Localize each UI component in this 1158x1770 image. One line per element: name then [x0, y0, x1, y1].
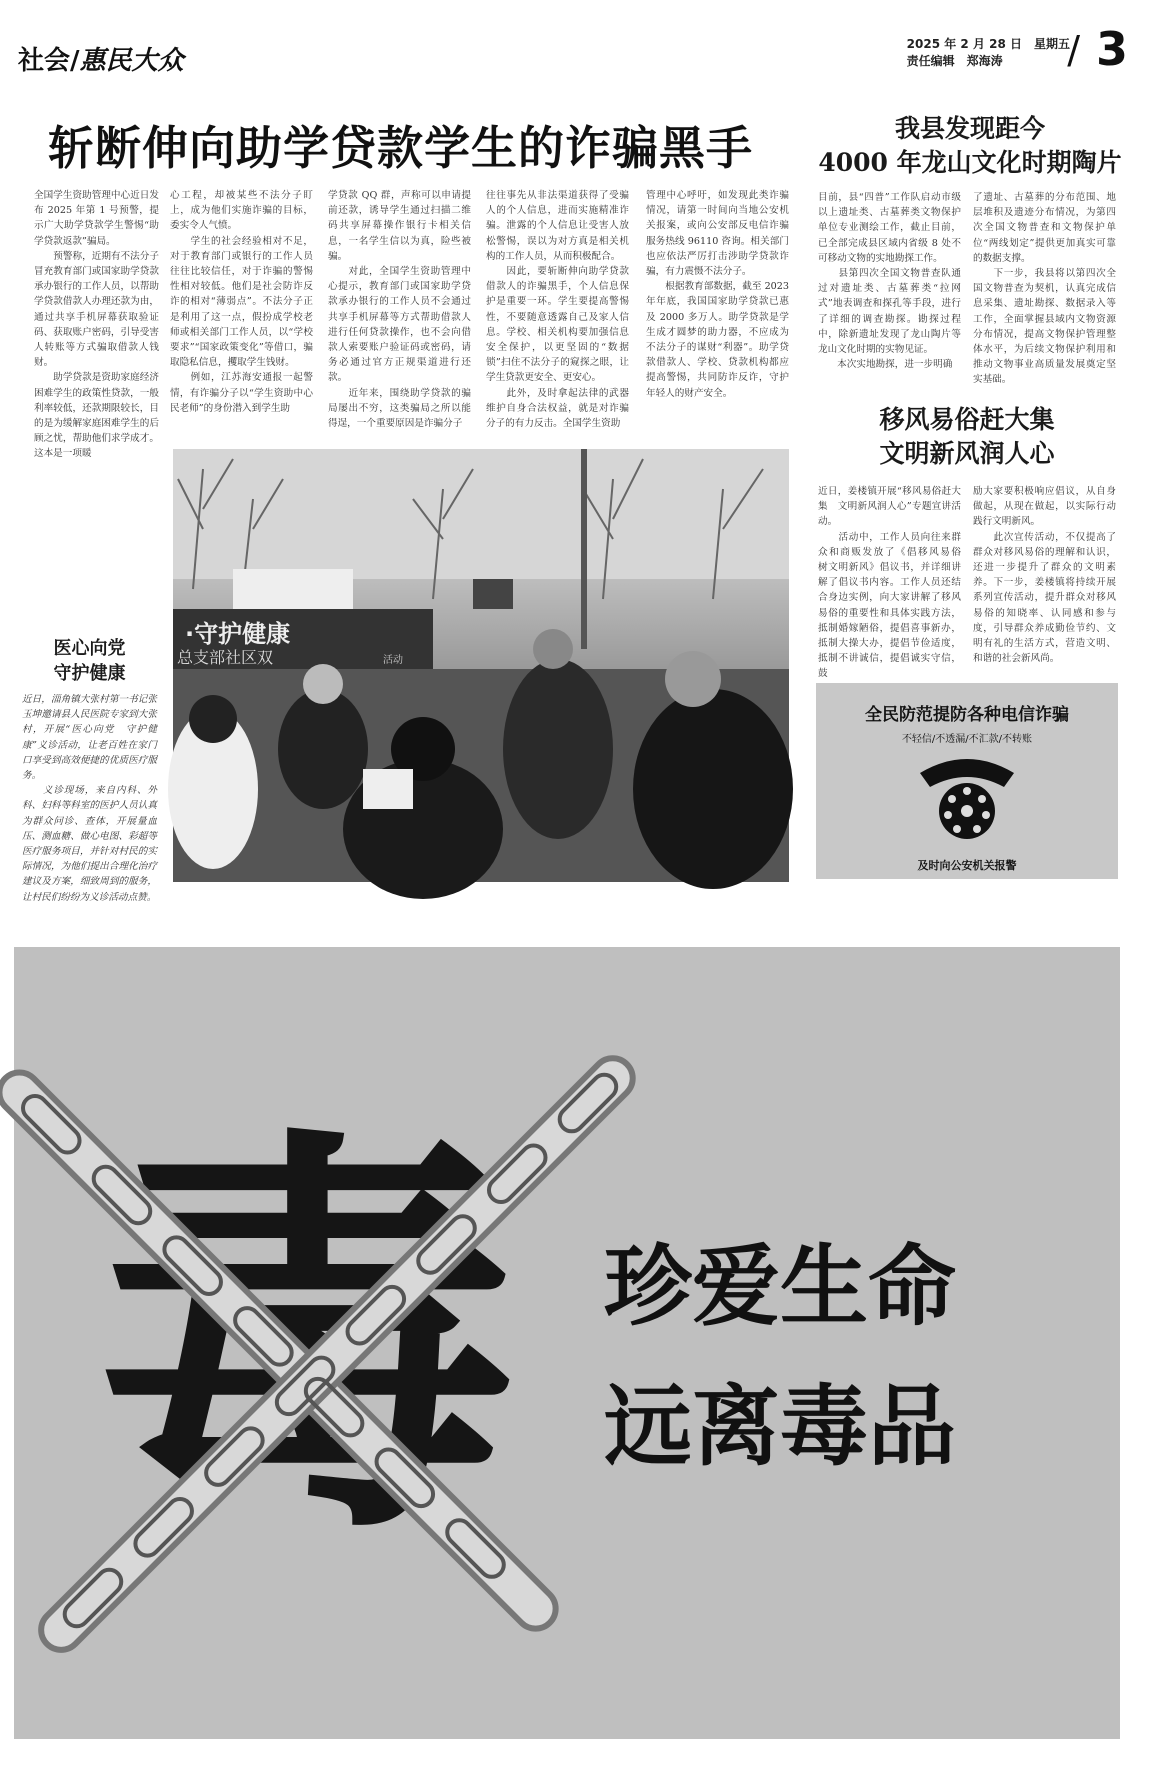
customs-col-2: 励大家要积极响应倡议，从自身做起，从现在做起，以实际行动践行文明新风。 此次宣传活动，不仅提高了群众对移风易俗的理解和认识，还进一步提升了群众的文明素养。下一步，姜楼镇将持续开展系列宣传活动，提升群众对移风易俗的知晓率、认同感和参与度，引导群众养成勤俭节约、文明有礼的生活方式，营造文明、和谐的社会新风尚。 — [973, 486, 1116, 665]
health-title-line2: 守护健康 — [53, 663, 126, 684]
pottery-title — [810, 112, 1130, 180]
fraud-warning-ad — [816, 683, 1118, 879]
drug-glyph-graphic: 毒 — [98, 1097, 518, 1586]
pottery-col-2: 了遗址、古墓葬的分布范围、地层堆积及遗迹分布情况，为第四次全国文物普查和文物保护单位“两线划定”提供更加真实可靠的数据支撑。 下一步，我县将以第四次全国文物普查为契机，认真完成信息采集、遗址勘探、数据录入等工作，全面掌握县域内文物资源分布情况，提高文物保护管理整体水平，为后续文物保护利用和推动文物事业高质量发展奠定坚实基础。 — [973, 192, 1116, 386]
telephone-icon — [912, 749, 1022, 857]
pottery-title-line1: 我县发现距今 — [894, 114, 1045, 143]
customs-title-line2: 文明新风润人心 — [879, 439, 1055, 468]
photo-banner-text: ·守护健康 — [185, 620, 291, 648]
customs-col-1: 近日，姜楼镇开展“移风易俗赶大集 文明新风润人心”专题宣讲活动。 活动中，工作人员向往来群众和商贩发放了《倡移风易俗 树文明新风》倡议书，并详细讲解了倡议书内容。工作人员还结合身边实例，向大家讲解了移风易俗的重要性和具体实践方法，抵制婚嫁陋俗，提倡喜事新办，抵制大操大办，提倡节俭适度，抵制不讲诚信，提倡诚实守信，鼓 — [818, 486, 961, 680]
photo-banner-text3: 活动 — [383, 655, 403, 666]
health-title — [22, 636, 157, 686]
customs-title — [816, 403, 1118, 471]
anti-drug-banner — [14, 947, 1120, 1739]
clinic-photo-graphic — [173, 449, 789, 882]
paper-name: 惠民大众 — [79, 46, 184, 76]
main-article-col-1: 全国学生资助管理中心近日发布 2025 年第 1 号预警，提示广大助学贷款学生警惕“助学贷款返款”骗局。 预警称，近期有不法分子冒充教育部门或国家助学贷款承办银行的工作人员，以帮助学贷款借款人办理还款为由，通过共享手机屏幕获取验证码、获取账户密码，引导受害人转账等方式骗取借款人钱财。 助学贷款是资助家庭经济困难学生的政策性贷款，一般利率较低，还款期限较长，目的是为缓解家庭困难学生的后顾之忧，帮助他们求学成才。这本是一项暖 — [34, 190, 159, 460]
page-number: 3 — [1095, 22, 1128, 76]
main-article-col-4: 往往事先从非法渠道获得了受骗人的个人信息，进而实施精准诈骗。泄露的个人信息让受害人放松警惕，误以为对方真是相关机构的工作人员，从而积极配合。 因此，要斩断伸向助学贷款借款人的诈骗黑手，个人信息保护是重要一环。学生要提高警惕性，不要随意透露自己及家人信息。学校、相关机构要加强信息安全保护，以更坚固的“数据锁”扫住不法分子的窥探之眼，让学生贷款更安全、更安心。 此外，及时拿起法律的武器维护自身合法权益，就是对诈骗分子的有力反击。全国学生资助 — [486, 190, 629, 430]
drug-slogan-line1: 珍爱生命 — [604, 1235, 957, 1338]
chain-cross-graphic — [14, 947, 1120, 1739]
health-body: 近日，淄角镇大张村第一书记张玉坤邀请县人民医院专家到大张村，开展“医心向党 守护健康”义诊活动，让老百姓在家门口享受到高效便捷的优质医疗服务。 义诊现场，来自内科、外科、妇科等科室的医护人员认真为群众问诊、查体，开展量血压、测血糖、做心电图、彩超等医疗服务项目，并针对村民的实际情况，为他们提出合理化治疗建议及方案，细致周到的服务，让村民们纷纷为义诊活动点赞。 — [22, 694, 157, 903]
clinic-photo — [173, 449, 789, 882]
health-title-line1: 医心向党 — [53, 638, 126, 659]
main-article-col-2: 心工程，却被某些不法分子盯上，成为他们实施诈骗的目标，委实令人气愤。 学生的社会经验相对不足，对于教育部门或银行的工作人员往往比较信任，对于诈骗的警惕性相对较低。他们是社会防诈反诈的相对“薄弱点”。不法分子正是利用了这一点，假扮成学校老师或相关部门工作人员，以“学校要求”“国家政策变化”等借口，骗取隐私信息，攫取学生钱财。 例如，江苏海安通报一起警情，有诈骗分子以“学生资助中心民老师”的身份潜入到学生助 — [170, 190, 313, 414]
drug-slogan-line2: 远离毒品 — [604, 1375, 957, 1478]
fraud-ad-title: 全民防范提防各种电信诈骗 — [865, 705, 1069, 725]
header-divider: / — [70, 46, 80, 76]
page-divider: / — [1067, 28, 1080, 72]
main-article-col-5: 管理中心呼吁，如发现此类诈骗情况，请第一时间向当地公安机关报案，或向公安部反电信诈骗服务热线 96110 咨询。相关部门也应依法严厉打击涉助学贷款诈骗，有力震慑不法分子。 根据教育部数据，截至 2023 年年底，我国国家助学贷款已惠及 2000 多万人。助学贷款是学生成才圆梦的助力器，不应成为不法分子的谋财“利器”。助学贷款借款人、学校、贷款机构都应提高警惕，共同防诈反诈，守护年轻人的财产安全。 — [646, 190, 789, 399]
section-header — [18, 40, 184, 77]
main-headline: 斩断伸向助学贷款学生的诈骗黑手 — [48, 121, 753, 175]
section-label: 社会 — [18, 46, 71, 76]
photo-banner-text2: 总支部社区双 — [177, 648, 274, 667]
editor-credit: 责任编辑 郑海涛 — [906, 54, 1003, 68]
fraud-ad-slogan: 不轻信/不透漏/不汇款/不转账 — [901, 734, 1033, 745]
pottery-col-1: 目前，县“四普”工作队启动市级以上遗址类、古墓葬类文物保护单位专业测绘工作，截止目前，已全部完成县区域内省级 8 处不可移动文物的实地勘探工作。 县第四次全国文物普查队通过对遗址类、古墓葬类“拉网式”地表调查和探孔等手段，进行了详细的调查勘探。勘探过程中，除新遗址发现了龙山陶片等龙山文化时期的实物见证。 本次实地勘探，进一步明确 — [818, 192, 961, 371]
fraud-ad-footer: 及时向公安机关报警 — [917, 859, 1017, 872]
pottery-title-line2: 4000 年龙山文化时期陶片 — [818, 148, 1122, 177]
main-article-col-3: 学贷款 QQ 群，声称可以申请提前还款，诱导学生通过扫描二维码共享屏幕操作银行卡相关信息，一名学生信以为真，险些被骗。 对此，全国学生资助管理中心提示，教育部门或国家助学贷款承办银行的工作人员不会通过共享手机屏幕等方式帮助借款人进行任何贷款操作，也不会向借款人索要账户验证码或密码，请务必通过官方正规渠道进行还款。 近年来，围绕助学贷款的骗局屡出不穷，这类骗局之所以能得逞，一个重要原因是诈骗分子 — [328, 190, 471, 430]
issue-date: 2025 年 2 月 28 日 星期五 — [906, 37, 1070, 51]
issue-info — [907, 36, 1070, 70]
customs-title-line1: 移风易俗赶大集 — [879, 405, 1055, 434]
